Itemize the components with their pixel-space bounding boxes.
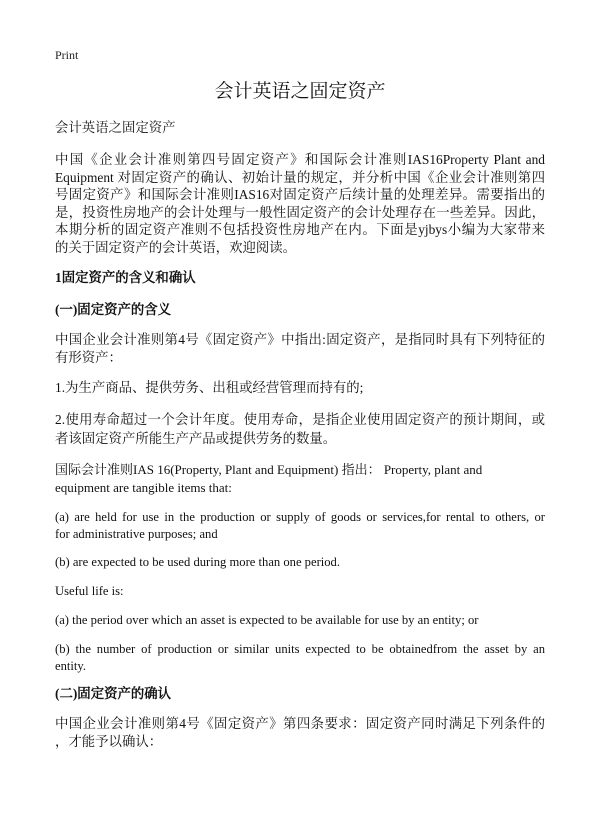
subsection-heading-recognition: (二)固定资产的确认 xyxy=(55,686,172,701)
intro-line: 是，投资性房地产的会计处理与一般性固定资产的会计处理存在一些差异。因此， xyxy=(55,204,545,220)
intro-line: 本期分析的固定资产准则不包括投资性房地产在内。下面是yjbys小编为大家带来 xyxy=(55,222,545,238)
intro-line: 的关于固定资产的会计英语，欢迎阅读。 xyxy=(55,239,297,255)
ias-definition-paragraph xyxy=(55,461,545,497)
cn-item-2 xyxy=(55,410,545,448)
subsection-heading-definition: (一)固定资产的含义 xyxy=(55,302,172,317)
cn-recognition-line: 中国企业会计准则第4号《固定资产》第四条要求：固定资产同时满足下列条件的 xyxy=(55,716,545,731)
ias-item-a-line: (a) are held for use in the production or supply of goods or services,for rental to others, or xyxy=(55,510,545,524)
useful-life-label: Useful life is: xyxy=(55,584,124,598)
intro-line: 号固定资产》和国际会计准则IAS16对固定资产后续计量的处理差异。需要指出的 xyxy=(55,187,545,203)
cn-item-1: 1.为生产商品、提供劳务、出租或经营管理而持有的; xyxy=(55,380,364,395)
useful-life-item-b-line: (b) the number of production or similar units expected to be obtainedfrom the asset by an xyxy=(55,642,545,656)
section-heading-1: 1固定资产的含义和确认 xyxy=(55,270,196,285)
cn-item-2-line: 2.使用寿命超过一个会计年度。使用寿命，是指企业使用固定资产的预计期间，或 xyxy=(55,412,545,427)
useful-life-item-b-line: entity. xyxy=(55,659,87,673)
ias-item-a xyxy=(55,509,545,543)
ias-definition-line: equipment are tangible items that: xyxy=(55,480,232,495)
intro-line: Equipment 对固定资产的确认、初始计量的规定，并分析中国《企业会计准则第四 xyxy=(55,169,545,185)
print-link[interactable]: Print xyxy=(55,48,79,62)
cn-recognition-paragraph xyxy=(55,715,545,751)
ias-definition-line: 国际会计准则IAS 16(Property, Plant and Equipment) 指出： Property, plant and xyxy=(55,462,483,477)
intro-paragraph xyxy=(55,151,545,257)
article-subtitle: 会计英语之固定资产 xyxy=(55,120,176,135)
useful-life-item-a: (a) the period over which an asset is expected to be available for use by an entity; or xyxy=(55,613,479,627)
cn-definition-line: 中国企业会计准则第4号《固定资产》中指出:固定资产，是指同时具有下列特征的 xyxy=(55,332,545,347)
intro-line: 中国《企业会计准则第四号固定资产》和国际会计准则IAS16Property Plant and xyxy=(55,152,545,167)
cn-item-2-line: 者该固定资产所能生产产品或提供劳务的数量。 xyxy=(55,431,337,446)
ias-item-b: (b) are expected to be used during more than one period. xyxy=(55,555,341,569)
cn-definition-line: 有形资产： xyxy=(55,349,122,365)
ias-item-a-line: for administrative purposes; and xyxy=(55,527,218,541)
cn-recognition-line: ，才能予以确认： xyxy=(55,734,163,749)
useful-life-item-b xyxy=(55,641,545,675)
page-title: 会计英语之固定资产 xyxy=(214,81,386,102)
cn-definition-paragraph xyxy=(55,331,545,366)
